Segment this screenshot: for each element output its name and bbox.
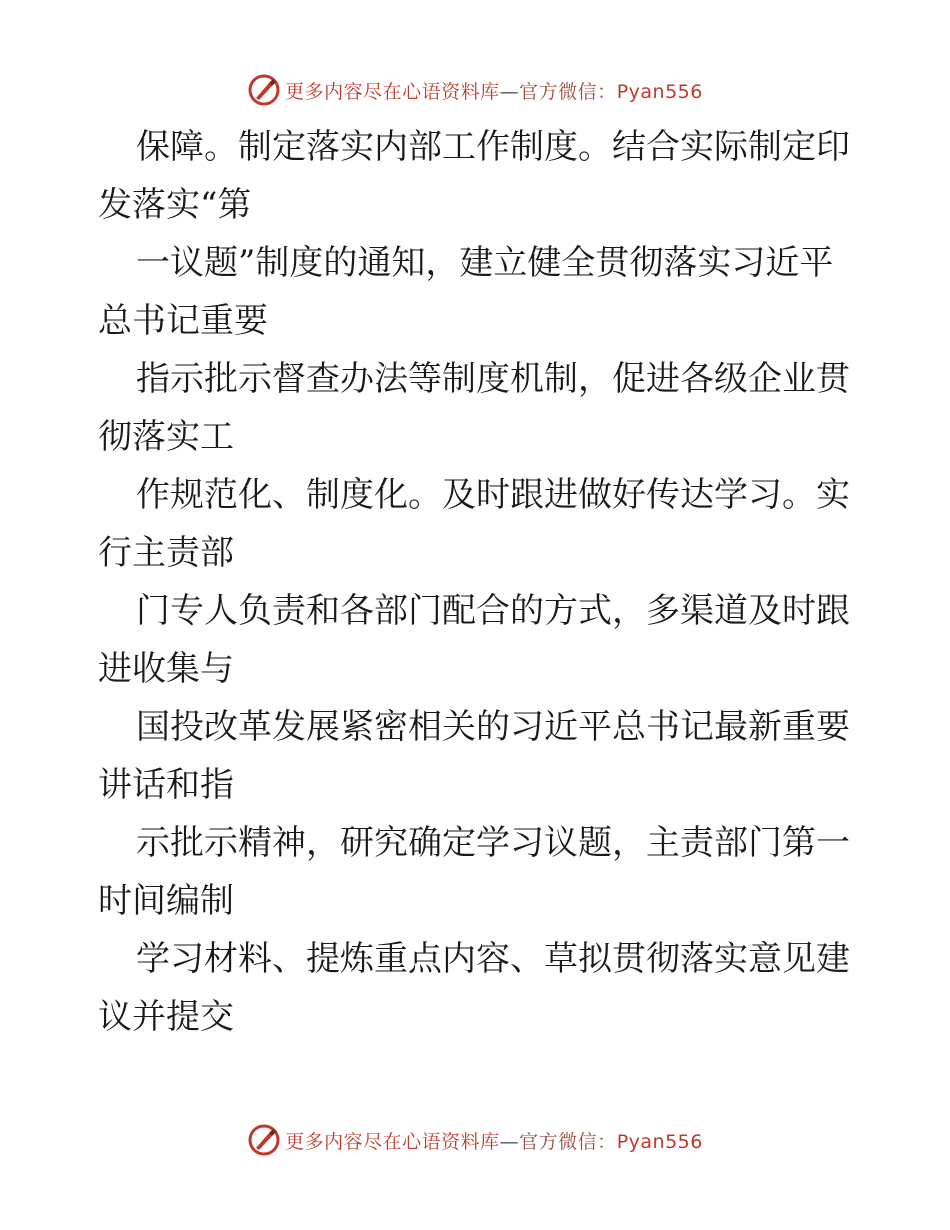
header-wechat-id: Pyan556 [616,80,703,103]
paragraph-line: 时间编制 [98,881,234,921]
header-banner-separator: — [499,80,520,103]
footer-wechat-id: Pyan556 [616,1130,703,1153]
paragraph-line: 门专人负责和各部门配合的方式，多渠道及时跟 [136,591,850,631]
paragraph [98,466,868,582]
paragraph-line: 总书记重要 [98,301,268,341]
paragraph-line: 进收集与 [98,649,234,689]
header-banner-text: 更多内容尽在心语资料库 [285,80,500,103]
pen-logo-icon [247,1123,281,1157]
footer-wechat-label: 官方微信： [519,1130,617,1153]
paragraph-line: 议并提交 [98,997,234,1037]
paragraph [98,930,868,1046]
paragraph-line: 保障。制定落实内部工作制度。结合实际制定印 [136,127,850,167]
footer-banner-text: 更多内容尽在心语资料库 [285,1130,500,1153]
paragraph-line: 学习材料、提炼重点内容、草拟贯彻落实意见建 [136,939,850,979]
paragraph-line: 彻落实工 [98,417,234,457]
paragraph [98,582,868,698]
paragraph [98,234,868,350]
footer-banner-separator: — [499,1130,520,1153]
paragraph-line: 一议题”制度的通知，建立健全贯彻落实习近平 [136,243,834,283]
paragraph [98,814,868,930]
paragraph-line: 讲话和指 [98,765,234,805]
paragraph-line: 发落实“第 [98,185,252,225]
pen-logo-icon [247,73,281,107]
document-body [98,118,868,1046]
paragraph [98,118,868,234]
footer-banner [0,1120,950,1160]
paragraph-line: 作规范化、制度化。及时跟进做好传达学习。实 [136,475,850,515]
paragraph-line: 示批示精神，研究确定学习议题，主责部门第一 [136,823,850,863]
paragraph [98,698,868,814]
paragraph [98,350,868,466]
header-banner [0,70,950,110]
paragraph-line: 行主责部 [98,533,234,573]
header-wechat-label: 官方微信： [519,80,617,103]
paragraph-line: 指示批示督查办法等制度机制，促进各级企业贯 [136,359,850,399]
paragraph-line: 国投改革发展紧密相关的习近平总书记最新重要 [136,707,850,747]
